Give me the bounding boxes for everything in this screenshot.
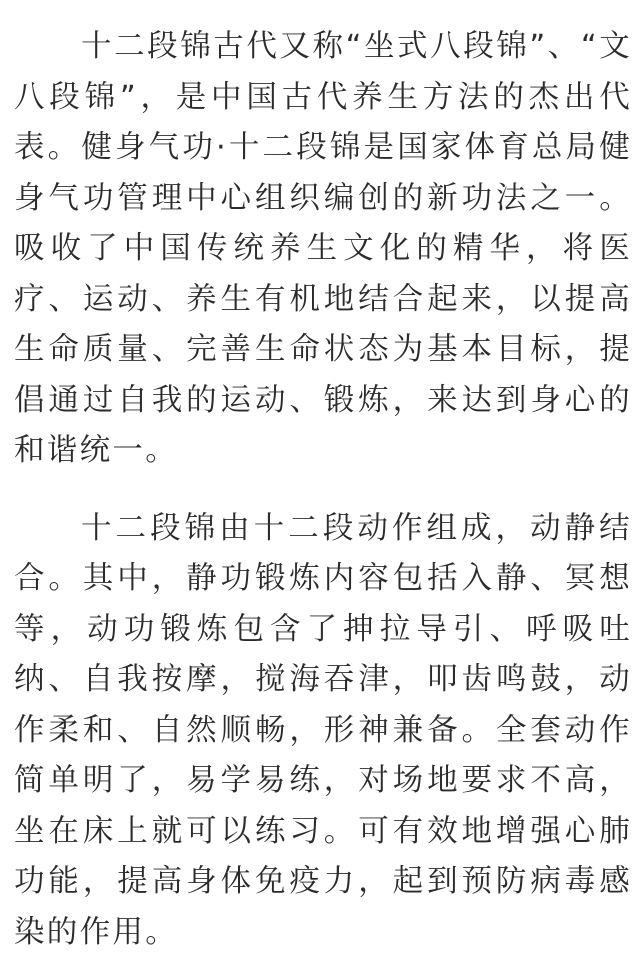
paragraph-composition: 十二段锦由十二段动作组成，动静结合。其中，静功锻炼内容包括入静、冥想等，动功锻炼包含了抻拉导引、呼吸吐纳、自我按摩，搅海吞津，叩齿鸣鼓，动作柔和、自然顺畅，形神兼备。全套动作简单明了，易学易练，对场地要求不高，坐在床上就可以练习。可有效地增强心肺功能，提高身体免疫力，起到预防病毒感染的作用。 <box>14 504 632 958</box>
paragraph-intro: 十二段锦古代又称“坐式八段锦”、“文八段锦”，是中国古代养生方法的杰出代表。健身气功·十二段锦是国家体育总局健身气功管理中心组织编创的新功法之一。吸收了中国传统养生文化的精华，将医疗、运动、养生有机地结合起来，以提高生命质量、完善生命状态为基本目标，提倡通过自我的运动、锻炼，来达到身心的和谐统一。 <box>14 22 632 477</box>
